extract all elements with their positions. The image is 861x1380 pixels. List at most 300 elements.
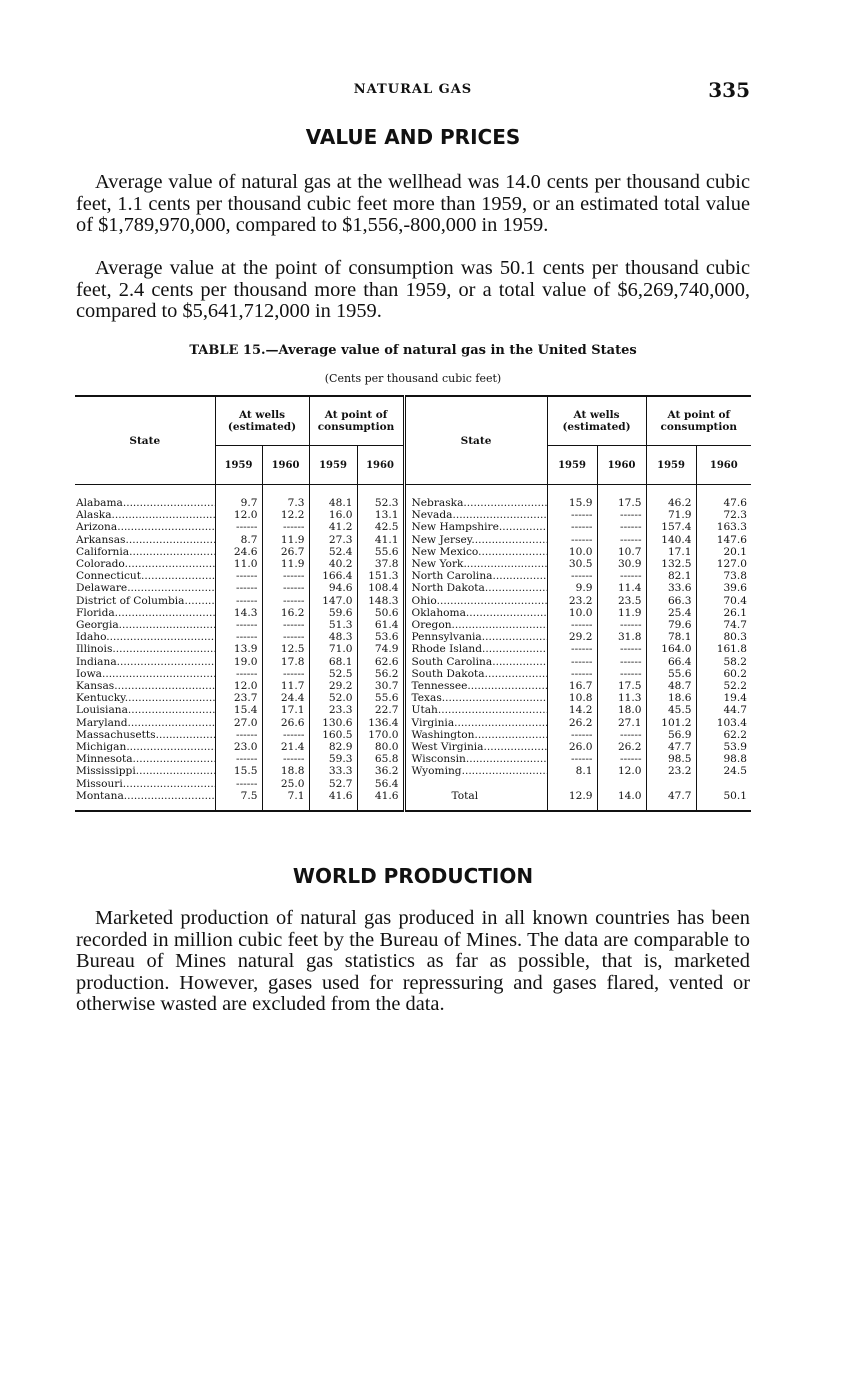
value-cell: 8.1 [547,765,597,777]
value-cell: 62.6 [357,656,404,668]
state-name-cell [404,765,547,777]
value-cell: 82.1 [646,570,696,582]
state-name: New Jersey ..... [412,534,548,546]
state-name-cell [75,558,215,570]
table-body [75,485,751,812]
value-cell: ------ [262,631,309,643]
value-cell: 56.4 [357,778,404,790]
state-name-cell [404,582,547,594]
state-name: Ohio ..... [412,595,548,607]
value-cell: ------ [547,619,597,631]
value-cell: 14.2 [547,704,597,716]
state-name: Iowa ..... [76,668,215,680]
state-column-header: State [75,396,215,485]
value-cell: ------ [597,643,646,655]
table-row [75,668,751,680]
state-name-cell [75,741,215,753]
value-cell: 10.7 [597,546,646,558]
value-cell: 23.2 [646,765,696,777]
value-cell: 27.0 [215,717,262,729]
value-cell: ------ [262,668,309,680]
value-cell: 47.6 [696,485,751,510]
value-cell: 46.2 [646,485,696,510]
value-cell: 79.6 [646,619,696,631]
value-cell: 17.8 [262,656,309,668]
value-cell: 40.2 [309,558,357,570]
value-cell: 147.0 [309,595,357,607]
value-cell: 53.6 [357,631,404,643]
running-title: NATURAL GAS [353,82,473,97]
state-name: Nevada ..... [412,509,548,521]
state-name: Minnesota ..... [76,753,215,765]
state-name: New Hampshire ..... [412,521,548,533]
natural-gas-value-table [75,395,751,812]
value-cell: 18.0 [597,704,646,716]
state-name: Indiana ..... [76,656,215,668]
value-cell: 55.6 [357,546,404,558]
state-name: Rhode Island ..... [412,643,548,655]
value-cell: 44.7 [696,704,751,716]
table-row [75,570,751,582]
state-name: North Dakota ..... [412,582,548,594]
value-cell: 25.4 [646,607,696,619]
value-cell: 66.4 [646,656,696,668]
state-name-cell [75,656,215,668]
value-cell: 136.4 [357,717,404,729]
value-cell: ------ [262,582,309,594]
value-cell: 51.3 [309,619,357,631]
value-cell [696,778,751,790]
state-name: Arkansas ..... [76,534,215,546]
value-cell: 147.6 [696,534,751,546]
value-cell: 53.9 [696,741,751,753]
value-cell: 148.3 [357,595,404,607]
state-name-cell [75,534,215,546]
value-cell: ------ [547,656,597,668]
table-row [75,509,751,521]
value-cell: 55.6 [646,668,696,680]
state-name-cell [404,631,547,643]
value-cell: 82.9 [309,741,357,753]
value-cell: 151.3 [357,570,404,582]
value-cell: 98.5 [646,753,696,765]
table-row [75,619,751,631]
value-cell: 17.5 [597,485,646,510]
paragraph-wellhead-value: Average value of natural gas at the wellhead was 14.0 cents per thousand cubic feet, 1.1 cents per thousand cubic feet more than 1959, or an estimated total value of $1,789,970,000, compared to $1,556,-800,000 in 1959. [76,171,750,236]
value-cell: 16.0 [309,509,357,521]
value-cell: 22.7 [357,704,404,716]
year-header: 1959 [646,446,696,485]
value-cell: ------ [547,570,597,582]
value-cell: ------ [547,521,597,533]
value-cell: 11.0 [215,558,262,570]
value-cell: ------ [215,729,262,741]
value-cell: 42.5 [357,521,404,533]
value-cell: 62.2 [696,729,751,741]
state-name: South Carolina ..... [412,656,548,668]
state-name-cell [75,570,215,582]
state-name-cell [404,619,547,631]
state-name-cell [75,485,215,510]
value-cell: 17.1 [262,704,309,716]
year-header: 1959 [547,446,597,485]
value-cell: 17.1 [646,546,696,558]
value-cell: 15.5 [215,765,262,777]
value-cell: 71.9 [646,509,696,521]
state-name-cell [404,570,547,582]
value-cell: 72.3 [696,509,751,521]
value-cell: 80.0 [357,741,404,753]
state-name: North Carolina ..... [412,570,548,582]
state-column-header: State [404,396,547,485]
value-cell: 12.9 [547,790,597,811]
value-cell: 39.6 [696,582,751,594]
state-name: Connecticut ..... [76,570,215,582]
value-cell: ------ [262,619,309,631]
value-cell: 71.0 [309,643,357,655]
state-name: Montana ..... [76,790,215,802]
value-cell: ------ [215,619,262,631]
state-name: Texas ..... [412,692,548,704]
value-cell: 41.2 [309,521,357,533]
value-cell: 94.6 [309,582,357,594]
value-cell: 55.6 [357,692,404,704]
state-name-cell [404,607,547,619]
table-row [75,717,751,729]
value-cell: 73.8 [696,570,751,582]
table-row [75,790,751,811]
table-row [75,778,751,790]
state-name-cell [404,534,547,546]
state-name-cell [75,778,215,790]
value-cell: 20.1 [696,546,751,558]
year-header: 1960 [262,446,309,485]
value-cell: 10.0 [547,546,597,558]
table-row [75,546,751,558]
value-cell: 161.8 [696,643,751,655]
value-cell: 24.5 [696,765,751,777]
state-name-cell [404,558,547,570]
value-cell: 41.6 [309,790,357,811]
value-cell: 52.0 [309,692,357,704]
state-name: Kansas ..... [76,680,215,692]
value-cell: 33.3 [309,765,357,777]
value-cell: 45.5 [646,704,696,716]
state-name-cell [75,509,215,521]
value-cell: 23.7 [215,692,262,704]
value-cell: ------ [597,534,646,546]
state-name: Illinois ..... [76,643,215,655]
table-row [75,680,751,692]
value-cell: ------ [547,668,597,680]
state-name: Michigan ..... [76,741,215,753]
section-heading-world-production: WORLD PRODUCTION [292,864,534,888]
value-cell: 23.3 [309,704,357,716]
state-name-cell [75,717,215,729]
value-cell: 74.7 [696,619,751,631]
state-name-cell [75,680,215,692]
value-cell: 31.8 [597,631,646,643]
state-name-cell [404,546,547,558]
value-cell: 26.7 [262,546,309,558]
state-name-cell [404,741,547,753]
value-cell: 23.2 [547,595,597,607]
value-cell: ------ [597,570,646,582]
value-cell: 157.4 [646,521,696,533]
state-name: Tennessee ..... [412,680,548,692]
year-header: 1959 [309,446,357,485]
state-name-cell [75,790,215,811]
value-cell: ------ [597,729,646,741]
value-cell: 13.1 [357,509,404,521]
section-heading-value-and-prices: VALUE AND PRICES [305,125,521,149]
value-cell: 23.0 [215,741,262,753]
value-cell: 9.9 [547,582,597,594]
value-cell: 36.2 [357,765,404,777]
table-row [75,741,751,753]
value-cell: 68.1 [309,656,357,668]
value-cell: 132.5 [646,558,696,570]
value-cell: ------ [597,509,646,521]
year-header: 1960 [696,446,751,485]
value-cell: ------ [547,753,597,765]
value-cell: 48.1 [309,485,357,510]
value-cell: 37.8 [357,558,404,570]
value-cell: 14.0 [597,790,646,811]
state-name-cell [404,521,547,533]
value-cell: 74.9 [357,643,404,655]
value-cell: 26.2 [597,741,646,753]
state-name: Mississippi ..... [76,765,215,777]
value-cell: ------ [547,729,597,741]
state-name: California ..... [76,546,215,558]
value-cell: ------ [215,570,262,582]
value-cell: 59.6 [309,607,357,619]
value-cell: 127.0 [696,558,751,570]
value-cell: 163.3 [696,521,751,533]
table-row [75,521,751,533]
value-cell: 47.7 [646,790,696,811]
state-name: Total [451,789,479,802]
value-cell: 160.5 [309,729,357,741]
state-name-cell [404,668,547,680]
value-cell: 101.2 [646,717,696,729]
table-row [75,765,751,777]
state-name-cell [75,765,215,777]
state-name-cell [75,546,215,558]
state-name-cell [404,729,547,741]
table-row [75,692,751,704]
value-cell: 56.9 [646,729,696,741]
state-name-cell [75,753,215,765]
value-cell: ------ [262,753,309,765]
state-name: Arizona ..... [76,521,215,533]
state-name-cell [404,656,547,668]
table-title: TABLE 15.—Average value of natural gas in the United States [189,343,637,358]
value-cell: 8.7 [215,534,262,546]
value-cell: 11.4 [597,582,646,594]
value-cell: 30.5 [547,558,597,570]
value-cell: 78.1 [646,631,696,643]
state-name: Nebraska ..... [412,497,548,509]
state-name: South Dakota ..... [412,668,548,680]
state-name: Oregon ..... [412,619,548,631]
value-cell: 12.5 [262,643,309,655]
page-number: 335 [708,78,750,102]
page-header [76,78,750,104]
state-name-cell [75,619,215,631]
value-cell: ------ [215,582,262,594]
value-cell: 27.1 [597,717,646,729]
state-name: Massachusetts ..... [76,729,215,741]
state-name: Wisconsin ..... [412,753,548,765]
state-name: Wyoming ..... [412,765,548,777]
state-name-cell [75,704,215,716]
value-cell: 24.4 [262,692,309,704]
value-cell: 52.4 [309,546,357,558]
paragraph-world-production: Marketed production of natural gas produced in all known countries has been recorded in million cubic feet by the Bureau of Mines. The data are comparable to Bureau of Mines natural gas statistics as far as possible, that is, marketed production. However, gases used for repressuring and gases flared, vented or otherwise wasted are excluded from the data. [76,907,750,1015]
value-cell: 7.3 [262,485,309,510]
state-name: Kentucky ..... [76,692,215,704]
state-name-cell [404,692,547,704]
state-name-cell [75,607,215,619]
table-row [75,558,751,570]
value-cell: 130.6 [309,717,357,729]
value-cell: 17.5 [597,680,646,692]
value-cell: 50.6 [357,607,404,619]
value-cell: 7.5 [215,790,262,811]
table-row [75,534,751,546]
value-cell: 29.2 [309,680,357,692]
value-cell: 9.7 [215,485,262,510]
value-cell: ------ [597,753,646,765]
table-row [75,631,751,643]
value-cell: 61.4 [357,619,404,631]
value-cell: 26.1 [696,607,751,619]
state-name: Alabama ..... [76,497,215,509]
value-cell: 24.6 [215,546,262,558]
state-name-cell [404,790,547,811]
state-name-cell [404,753,547,765]
state-name-cell [75,643,215,655]
value-cell: 52.7 [309,778,357,790]
state-name: Colorado ..... [76,558,215,570]
state-name-cell [404,643,547,655]
value-cell: 66.3 [646,595,696,607]
state-name: Missouri ..... [76,778,215,790]
value-cell: ------ [597,668,646,680]
value-cell: 11.3 [597,692,646,704]
value-cell: 11.7 [262,680,309,692]
value-cell: ------ [547,534,597,546]
value-cell: 50.1 [696,790,751,811]
table-subtitle: (Cents per thousand cubic feet) [324,372,502,385]
value-cell: 15.4 [215,704,262,716]
value-cell: 41.6 [357,790,404,811]
state-name-cell [404,717,547,729]
value-cell: ------ [547,643,597,655]
state-name-cell [75,692,215,704]
table-row [75,582,751,594]
state-name: Oklahoma ..... [412,607,548,619]
value-cell: 18.8 [262,765,309,777]
state-name: Utah ..... [412,704,548,716]
value-cell: 33.6 [646,582,696,594]
value-cell: ------ [262,521,309,533]
value-cell: ------ [262,595,309,607]
value-cell: 18.6 [646,692,696,704]
state-name: Florida ..... [76,607,215,619]
value-cell: ------ [215,521,262,533]
value-cell: 30.7 [357,680,404,692]
value-cell: ------ [597,619,646,631]
value-cell: ------ [547,509,597,521]
state-name: Virginia ..... [412,717,548,729]
value-cell: 26.2 [547,717,597,729]
state-name-cell [404,704,547,716]
value-cell: 26.6 [262,717,309,729]
state-name: Alaska ..... [76,509,215,521]
value-cell: 12.0 [215,680,262,692]
value-cell: 25.0 [262,778,309,790]
state-name-cell [404,778,547,790]
value-cell: 10.8 [547,692,597,704]
value-cell: 27.3 [309,534,357,546]
value-cell: 58.2 [696,656,751,668]
value-cell: 140.4 [646,534,696,546]
consumption-group-header: At point of consumption [646,396,751,446]
value-cell: 7.1 [262,790,309,811]
state-name-cell [75,668,215,680]
value-cell: 23.5 [597,595,646,607]
value-cell: 170.0 [357,729,404,741]
year-header: 1960 [357,446,404,485]
value-cell: 10.0 [547,607,597,619]
value-cell: 108.4 [357,582,404,594]
year-header: 1960 [597,446,646,485]
state-name-cell [75,595,215,607]
value-cell: 164.0 [646,643,696,655]
value-cell: 65.8 [357,753,404,765]
wells-group-header: At wells (estimated) [215,396,309,446]
wells-group-header: At wells (estimated) [547,396,646,446]
value-cell [597,778,646,790]
table-row [75,643,751,655]
value-cell: 11.9 [262,534,309,546]
value-cell: 29.2 [547,631,597,643]
table-row [75,753,751,765]
value-cell: 26.0 [547,741,597,753]
table-row [75,595,751,607]
value-cell: 19.4 [696,692,751,704]
value-cell: 12.0 [597,765,646,777]
value-cell: ------ [262,570,309,582]
value-cell: ------ [215,631,262,643]
state-name: District of Columbia ..... [76,595,215,607]
value-cell: 12.0 [215,509,262,521]
state-name: New York ..... [412,558,548,570]
value-cell: 41.1 [357,534,404,546]
table-row [75,656,751,668]
state-name-cell [404,485,547,510]
paragraph-consumption-value: Average value at the point of consumption was 50.1 cents per thousand cubic feet, 2.4 cents per thousand more than 1959, or a total value of $6,269,740,000, compared to $5,641,712,000 in 1959. [76,257,750,322]
value-cell: ------ [597,656,646,668]
value-cell [547,778,597,790]
value-cell: 52.2 [696,680,751,692]
value-cell: 47.7 [646,741,696,753]
value-cell: ------ [215,668,262,680]
value-cell [646,778,696,790]
